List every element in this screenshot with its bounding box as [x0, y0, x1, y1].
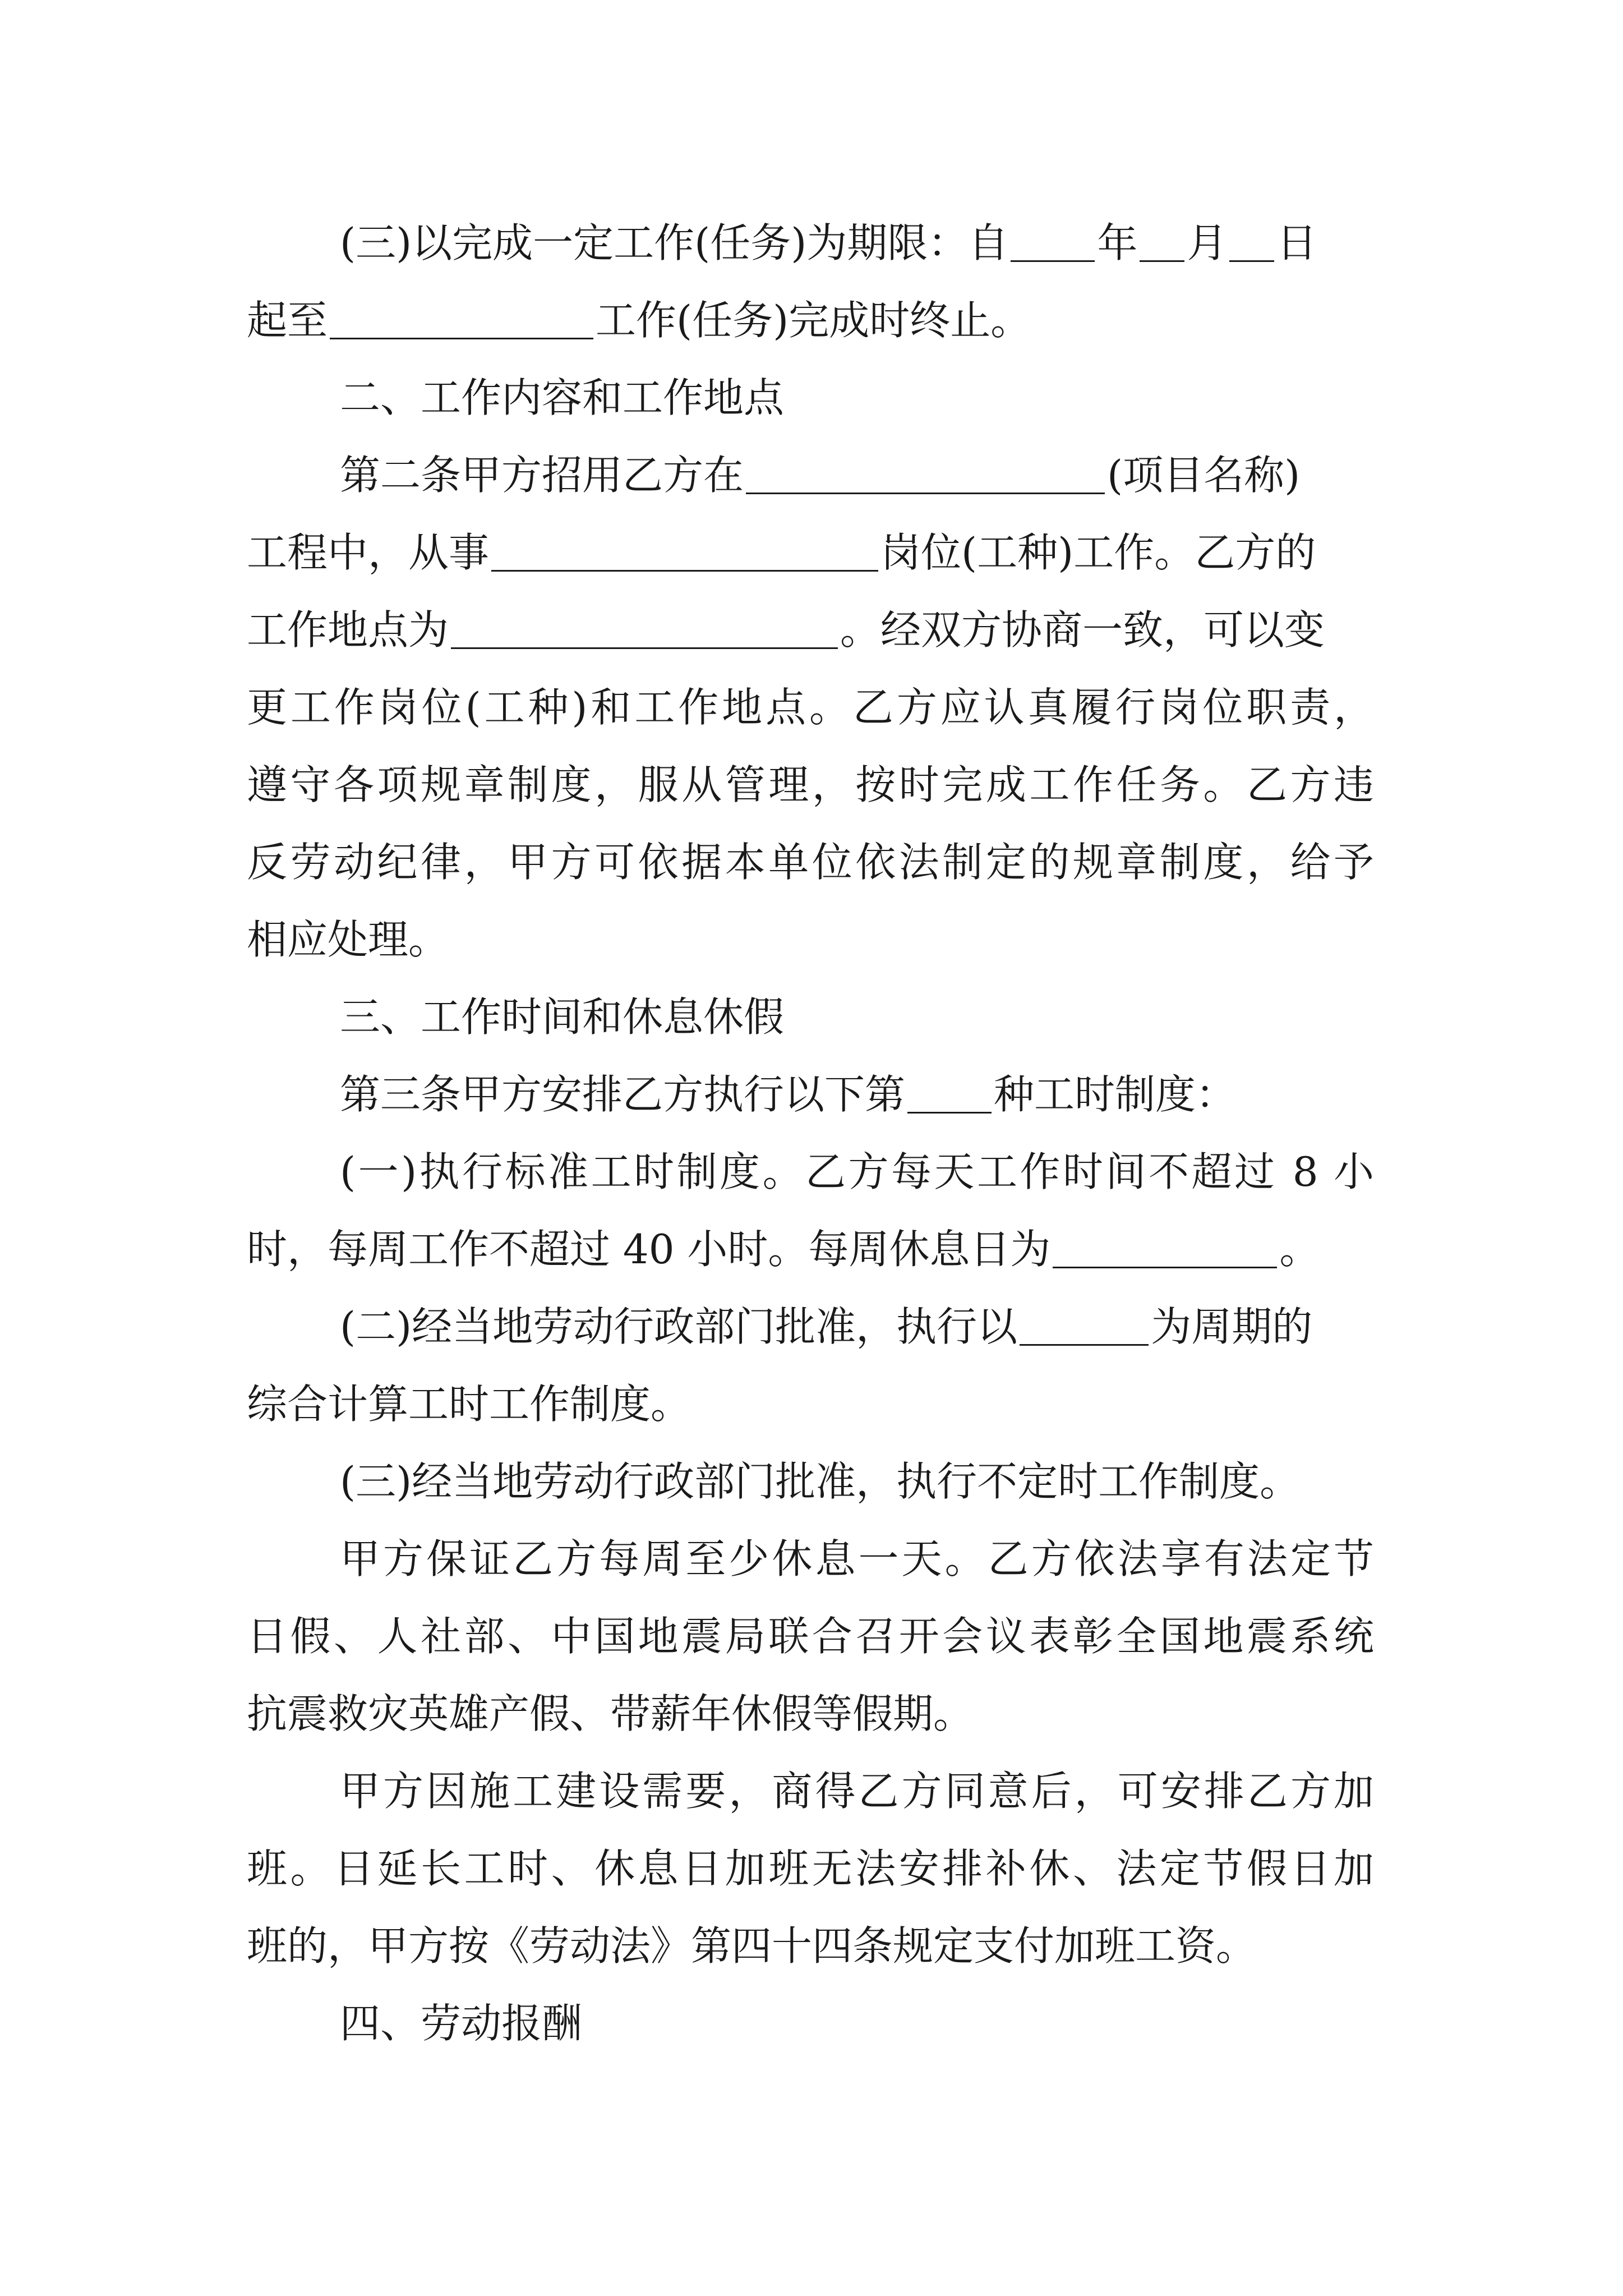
project-name-blank[interactable] [746, 456, 1105, 494]
body-line: 抗震救灾英雄产假、带薪年休假等假期。 [247, 1690, 974, 1737]
position-blank[interactable] [491, 533, 878, 572]
weekly-rest-day-blank[interactable] [1053, 1230, 1277, 1268]
task-content-blank[interactable] [330, 301, 593, 339]
body-line: 班的，甲方按《劳动法》第四十四条规定支付加班工资。 [247, 1922, 1257, 1970]
task-end-line: 起至 工作(任务)完成时终止。 [247, 297, 1031, 344]
start-month-blank[interactable] [1140, 224, 1184, 262]
article-3-line: 第三条甲方安排乙方执行以下第 种工时制度： [340, 1071, 1237, 1118]
section-heading-remuneration: 四、劳动报酬 [340, 2000, 583, 2047]
standard-hours-line: (一)执行标准工时制度。乙方每天工作时间不超过 8 小 [340, 1148, 1374, 1195]
body-line: 班。日延长工时、休息日加班无法安排补休、法定节假日加 [247, 1845, 1374, 1892]
start-day-blank[interactable] [1229, 224, 1274, 262]
article-2-location-line: 工作地点为 。经双方协商一致，可以变 [247, 606, 1325, 654]
section-heading-work-hours: 三、工作时间和休息休假 [340, 993, 785, 1041]
body-line: 日假、人社部、中国地震局联合召开会议表彰全国地震系统 [247, 1613, 1374, 1660]
work-location-blank[interactable] [451, 611, 838, 649]
body-line: 甲方保证乙方每周至少休息一天。乙方依法享有法定节 [340, 1535, 1374, 1582]
start-year-blank[interactable] [1011, 224, 1095, 262]
body-line: 反劳动纪律，甲方可依据本单位依法制定的规章制度，给予 [247, 839, 1374, 886]
body-line: 相应处理。 [247, 916, 449, 963]
body-line: 综合计算工时工作制度。 [247, 1381, 691, 1428]
comprehensive-hours-line: (二)经当地劳动行政部门批准，执行以 为周期的 [340, 1303, 1313, 1350]
body-line: 更工作岗位(工种)和工作地点。乙方应认真履行岗位职责， [247, 684, 1374, 731]
hours-system-number-blank[interactable] [907, 1075, 992, 1114]
weekly-rest-line: 时，每周工作不超过 40 小时。每周休息日为 。 [247, 1226, 1320, 1273]
article-2-line: 第二条甲方招用乙方在 (项目名称) [340, 452, 1301, 499]
irregular-hours-line: (三)经当地劳动行政部门批准，执行不定时工作制度。 [340, 1458, 1301, 1505]
clause-term-task-line: (三)以完成一定工作(任务)为期限：自 年 月 日 [340, 219, 1317, 266]
section-heading-work-content: 二、工作内容和工作地点 [340, 374, 785, 421]
article-2-position-line: 工程中，从事 岗位(工种)工作。乙方的 [247, 529, 1316, 576]
period-blank[interactable] [1020, 1308, 1149, 1346]
body-line: 甲方因施工建设需要，商得乙方同意后，可安排乙方加 [340, 1768, 1374, 1815]
body-line: 遵守各项规章制度，服从管理，按时完成工作任务。乙方违 [247, 761, 1374, 808]
